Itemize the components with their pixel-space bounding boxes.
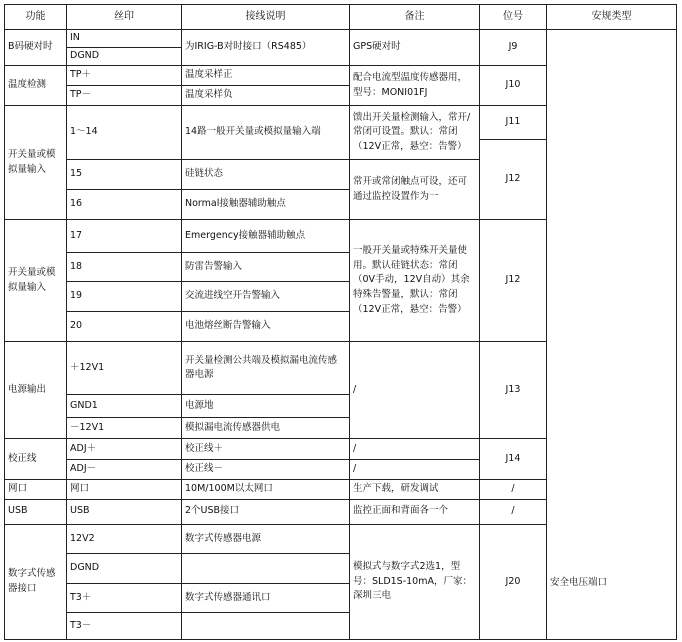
- function-cell: 网口: [5, 479, 67, 499]
- header-position: 位号: [480, 5, 547, 30]
- wiring-cell: 防雷告警输入: [182, 252, 350, 282]
- note-cell: 模拟式与数字式2选1，型号：SLD1S-10mA，厂家：深圳三电: [350, 524, 480, 639]
- note-cell: 监控正面和背面各一个: [350, 499, 480, 524]
- wiring-cell: 14路一般开关量或模拟量输入端: [182, 106, 350, 160]
- silk-cell: T3＋: [67, 583, 182, 613]
- wiring-cell: [182, 613, 350, 640]
- header-row: [5, 5, 677, 30]
- function-cell: 数字式传感器接口: [5, 524, 67, 639]
- silk-cell: TP＋: [67, 66, 182, 86]
- wiring-cell: 10M/100M以太网口: [182, 479, 350, 499]
- silk-cell: USB: [67, 499, 182, 524]
- position-cell: J12: [480, 139, 547, 219]
- header-note: 备注: [350, 5, 480, 30]
- wiring-cell: 模拟漏电流传感器供电: [182, 418, 350, 439]
- wiring-cell: 温度采样正: [182, 66, 350, 86]
- header-safety-type: 安规类型: [547, 5, 677, 30]
- wiring-cell: 为IRIG-B对时接口（RS485）: [182, 30, 350, 66]
- note-cell: /: [350, 342, 480, 439]
- position-cell: /: [480, 479, 547, 499]
- function-cell: 电源输出: [5, 342, 67, 439]
- position-cell: J12: [480, 220, 547, 342]
- function-cell: 开关量或模拟量输入: [5, 220, 67, 342]
- function-cell: 温度检测: [5, 66, 67, 106]
- position-cell: J10: [480, 66, 547, 106]
- position-cell: J9: [480, 30, 547, 66]
- silk-cell: DGND: [67, 554, 182, 584]
- wiring-cell: 开关量检测公共端及模拟漏电流传感器电源: [182, 342, 350, 395]
- silk-cell: 16: [67, 189, 182, 220]
- silk-cell: 1～14: [67, 106, 182, 160]
- silk-cell: 17: [67, 220, 182, 253]
- wiring-cell: [182, 554, 350, 584]
- wiring-cell: 校正线－: [182, 459, 350, 479]
- function-cell: 开关量或模拟量输入: [5, 106, 67, 220]
- position-cell: J14: [480, 439, 547, 479]
- wiring-cell: 交流进线空开告警输入: [182, 282, 350, 312]
- safety-type-text: 安全电压端口: [550, 577, 608, 589]
- pin-definition-table: [4, 4, 677, 640]
- note-cell: 常开或常闭触点可设，还可通过监控设置作为一: [350, 160, 480, 220]
- silk-cell: T3－: [67, 613, 182, 640]
- safety-type-cell: [547, 30, 677, 640]
- header-function: 功能: [5, 5, 67, 30]
- note-cell: 配合电流型温度传感器用，型号：MONI01FJ: [350, 66, 480, 106]
- table-row: [5, 30, 677, 48]
- wiring-cell: 硅链状态: [182, 160, 350, 190]
- wiring-cell: 2个USB接口: [182, 499, 350, 524]
- silk-cell: 15: [67, 160, 182, 190]
- note-cell: GPS硬对时: [350, 30, 480, 66]
- note-cell: 生产下载，研发调试: [350, 479, 480, 499]
- note-cell: 馈出开关量检测输入，常开/常闭可设置。默认：常闭（12V正常，悬空：告警）: [350, 106, 480, 160]
- wiring-cell: 电源地: [182, 395, 350, 418]
- position-cell: /: [480, 499, 547, 524]
- silk-cell: TP－: [67, 86, 182, 106]
- wiring-cell: Normal接触器辅助触点: [182, 189, 350, 220]
- silk-cell: 12V2: [67, 524, 182, 554]
- function-cell: USB: [5, 499, 67, 524]
- header-silkscreen: 丝印: [67, 5, 182, 30]
- wiring-cell: 校正线＋: [182, 439, 350, 459]
- wiring-cell: Emergency接触器辅助触点: [182, 220, 350, 253]
- silk-cell: 20: [67, 311, 182, 342]
- silk-cell: ADJ＋: [67, 439, 182, 459]
- silk-cell: DGND: [67, 48, 182, 66]
- silk-cell: 网口: [67, 479, 182, 499]
- position-cell: J13: [480, 342, 547, 439]
- wiring-cell: 电池熔丝断告警输入: [182, 311, 350, 342]
- silk-cell: IN: [67, 30, 182, 48]
- position-cell: J20: [480, 524, 547, 639]
- silk-cell: 19: [67, 282, 182, 312]
- note-cell: /: [350, 439, 480, 459]
- wiring-cell: 温度采样负: [182, 86, 350, 106]
- silk-cell: ＋12V1: [67, 342, 182, 395]
- position-cell: J11: [480, 106, 547, 140]
- header-wiring: 接线说明: [182, 5, 350, 30]
- function-cell: 校正线: [5, 439, 67, 479]
- silk-cell: ADJ－: [67, 459, 182, 479]
- wiring-cell: 数字式传感器电源: [182, 524, 350, 554]
- silk-cell: GND1: [67, 395, 182, 418]
- function-cell: B码硬对时: [5, 30, 67, 66]
- silk-cell: 18: [67, 252, 182, 282]
- silk-cell: －12V1: [67, 418, 182, 439]
- note-cell: 一般开关量或特殊开关量使用。默认硅链状态：常闭（0V手动，12V自动）其余特殊告警量，默认：常闭（12V正常，悬空：告警）: [350, 220, 480, 342]
- note-cell: /: [350, 459, 480, 479]
- wiring-cell: 数字式传感器通讯口: [182, 583, 350, 613]
